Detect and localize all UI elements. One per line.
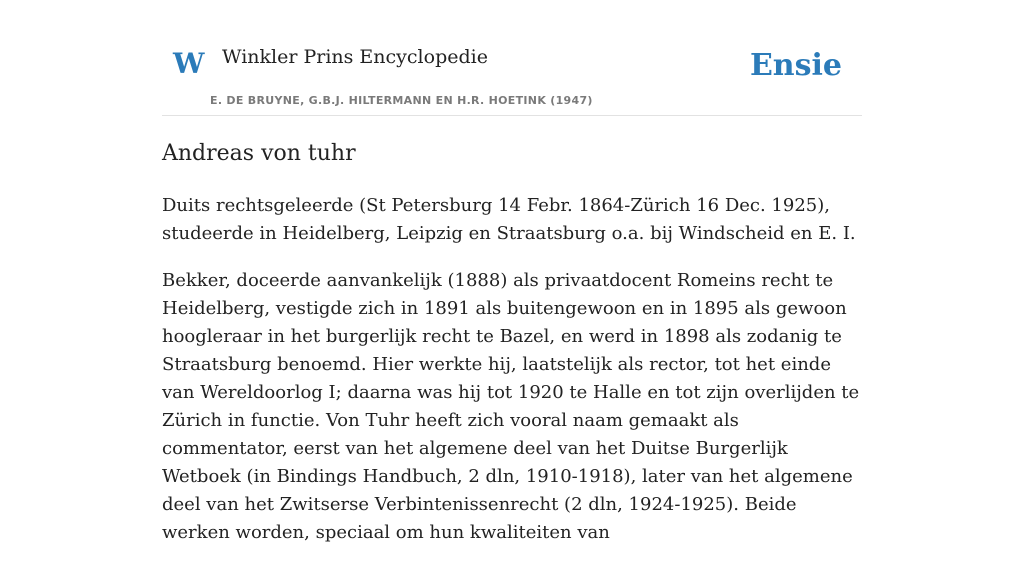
article-title: Andreas von tuhr [162, 141, 356, 166]
site-logo[interactable]: W [173, 47, 205, 80]
site-title[interactable]: Winkler Prins Encyclopedie [222, 46, 488, 68]
page-container [162, 0, 862, 543]
article-body [162, 192, 862, 566]
site-subtitle: E. DE BRUYNE, G.B.J. HILTERMANN EN H.R. HOETINK (1947) [210, 94, 593, 107]
article-paragraph: Bekker, doceerde aanvankelijk (1888) als privaatdocent Romeins recht te Heidelberg, vestigde zich in 1891 als buitengewoon en in 1895 als gewoon hoogleraar in het burgerlijk recht te Bazel, en werd in 1898 als zodanig te Straatsburg benoemd. Hier werkte hij, laatstelijk als rector, tot het einde van Wereldoorlog I; daarna was hij tot 1920 te Halle en tot zijn overlijden te Zürich in functie. Von Tuhr heeft zich vooral naam gemaakt als commentator, eerst van het algemene deel van het Duitse Burgerlijk Wetboek (in Bindings Handbuch, 2 dln, 1910-1918), later van het algemene deel van het Zwitserse Verbintenissenrecht (2 dln, 1924-1925). Beide werken worden, speciaal om hun kwaliteiten van [162, 270, 860, 543]
brand-logo[interactable]: Ensie [749, 48, 842, 83]
site-header [162, 0, 862, 116]
article-paragraph: Duits rechtsgeleerde (St Petersburg 14 Febr. 1864-Zürich 16 Dec. 1925), studeerde in Heidelberg, Leipzig en Straatsburg o.a. bij Windscheid en E. I. [162, 195, 856, 244]
